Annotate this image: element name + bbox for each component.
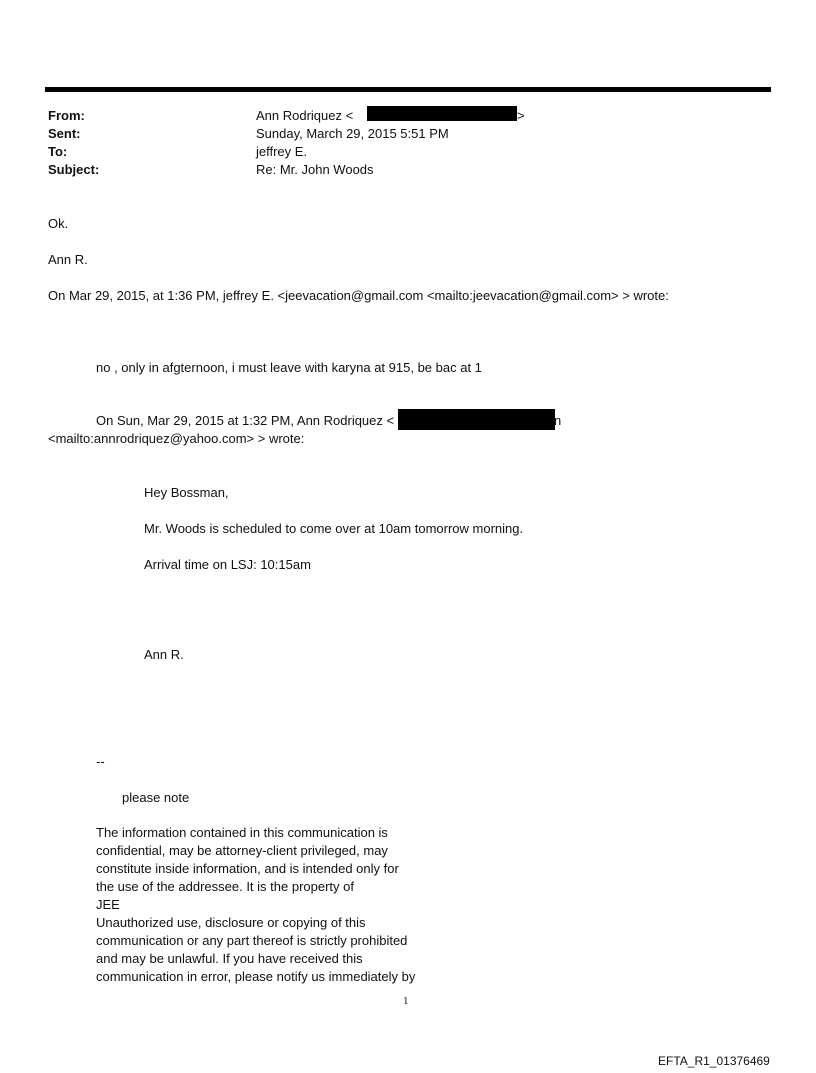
- reply-line: Ok.: [48, 216, 69, 231]
- header-rule: [45, 87, 771, 92]
- page-number: 1: [403, 995, 409, 1007]
- quote2-attribution-trail: n: [554, 413, 562, 428]
- from-name: Ann Rodriquez <: [256, 108, 354, 123]
- disclaimer-line: constitute inside information, and is intended only for: [96, 861, 399, 876]
- document-id: EFTA_R1_01376469: [658, 1054, 770, 1068]
- from-close: >: [517, 108, 525, 123]
- quote2-signature: Ann R.: [144, 647, 184, 662]
- subject-value: Re: Mr. John Woods: [256, 162, 374, 177]
- quote2-attribution: On Sun, Mar 29, 2015 at 1:32 PM, Ann Rodriquez <: [96, 413, 395, 428]
- redaction-box: [398, 409, 555, 430]
- sent-label: Sent:: [48, 126, 81, 141]
- disclaimer-line: communication in error, please notify us immediately by: [96, 969, 416, 984]
- redaction-box: [367, 106, 517, 121]
- disclaimer-line: confidential, may be attorney-client privileged, may: [96, 843, 388, 858]
- subject-label: Subject:: [48, 162, 100, 177]
- disclaimer-line: Unauthorized use, disclosure or copying of this: [96, 915, 366, 930]
- reply-signature: Ann R.: [48, 252, 88, 267]
- disclaimer-line: communication or any part thereof is strictly prohibited: [96, 933, 408, 948]
- disclaimer: [96, 824, 456, 986]
- disclaimer-line: the use of the addressee. It is the property of: [96, 879, 354, 894]
- quote1-attribution: On Mar 29, 2015, at 1:36 PM, jeffrey E. <jeevacation@gmail.com <mailto:jeevacation@gmail.com> > wrote:: [48, 288, 669, 303]
- quote2-line1: Mr. Woods is scheduled to come over at 10am tomorrow morning.: [144, 521, 524, 536]
- from-label: From:: [48, 108, 85, 123]
- please-note: please note: [122, 790, 190, 805]
- disclaimer-line: The information contained in this communication is: [96, 825, 388, 840]
- quote2-line2: Arrival time on LSJ: 10:15am: [144, 557, 311, 572]
- disclaimer-line: and may be unlawful. If you have received this: [96, 951, 363, 966]
- from-value: [256, 107, 353, 125]
- quote2-greeting: Hey Bossman,: [144, 485, 229, 500]
- signature-separator: --: [96, 754, 105, 769]
- disclaimer-line: JEE: [96, 897, 120, 912]
- to-value: jeffrey E.: [256, 144, 308, 159]
- quote2-mailto: <mailto:annrodriquez@yahoo.com> > wrote:: [48, 431, 305, 446]
- quote1-message: no , only in afgternoon, i must leave with karyna at 915, be bac at 1: [96, 360, 482, 375]
- to-label: To:: [48, 144, 68, 159]
- sent-value: Sunday, March 29, 2015 5:51 PM: [256, 126, 449, 141]
